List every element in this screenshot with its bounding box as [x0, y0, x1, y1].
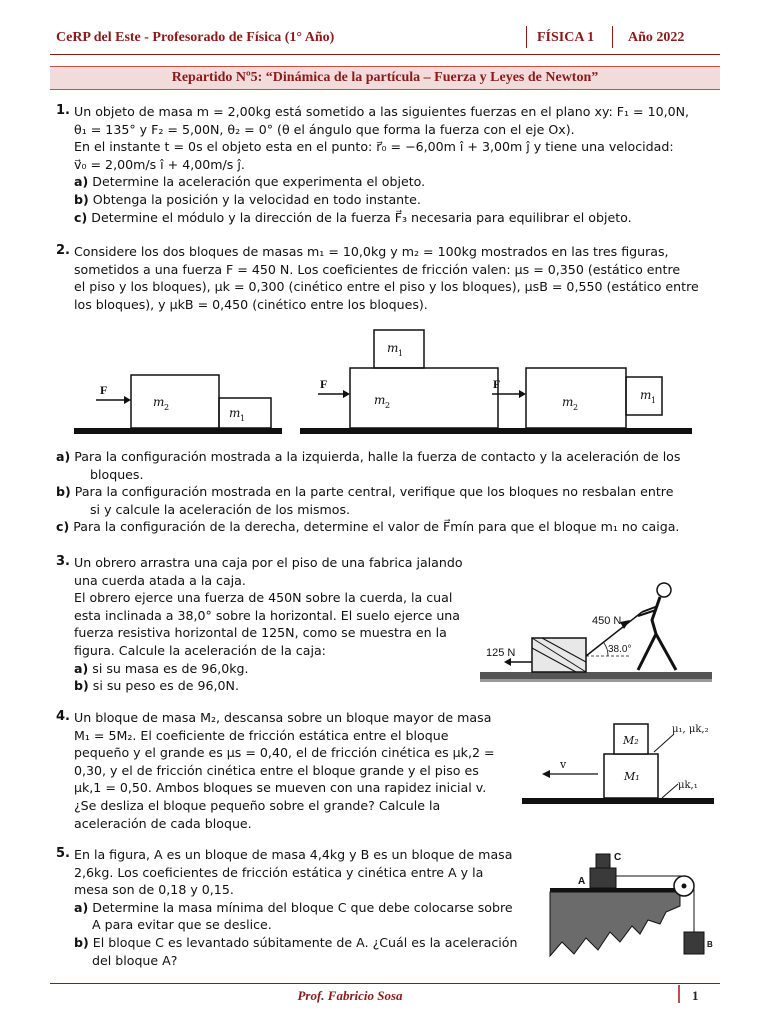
worker-head: [657, 583, 671, 597]
label-b: B: [707, 940, 713, 949]
label-c: C: [614, 852, 622, 863]
year-label: Año 2022: [628, 30, 685, 45]
list-item: a) Determine la aceleración que experimenta el objeto.: [74, 174, 426, 190]
text-line: figura. Calcule la aceleración de la caja:: [74, 642, 326, 658]
problem-number: 4.: [56, 709, 70, 724]
text-line: aceleración de cada bloque.: [74, 815, 252, 831]
problem-number: 3.: [56, 554, 70, 569]
page-number: 1: [692, 988, 699, 1003]
floor: [74, 428, 282, 434]
text-line: El obrero ejerce una fuerza de 450N sobre la cuerda, la cual: [74, 590, 453, 606]
text-line: esta inclinada a 38,0° sobre la horizontal. El suelo ejerce una: [74, 607, 461, 623]
page-title: Repartido Nº5: “Dinámica de la partícula – Fuerza y Leyes de Newton”: [50, 66, 720, 90]
table: [550, 892, 680, 956]
text-line: En la figura, A es un bloque de masa 4,4kg y B es un bloque de masa: [74, 847, 513, 862]
m2-label: m: [374, 393, 386, 407]
list-item: c) Para la configuración de la derecha, determine el valor de F⃗mín para que el bloque m₁ no caiga.: [56, 519, 680, 535]
footer-rule: [50, 983, 720, 984]
text-line: ¿Se desliza el bloque pequeño sobre el grande? Calcule la: [74, 797, 441, 813]
text-line: el piso y los bloques), μk = 0,300 (cinético entre el piso y los bloques), μsB = 0,550 (estático entre: [74, 279, 699, 295]
m2-label: m: [153, 395, 165, 409]
floor: [522, 798, 714, 804]
stacked-blocks-figure: [520, 718, 716, 810]
block-a: [590, 868, 616, 888]
m2-label: m: [562, 395, 574, 409]
arrow-head: [343, 390, 350, 398]
text-line: En el instante t = 0s el objeto esta en el punto: r⃗₀ = −6,00m î + 3,00m ĵ y tiene una velocidad:: [74, 139, 674, 155]
mu-top-label: μ₁, μk,₂: [672, 724, 709, 735]
force-label: F: [493, 377, 501, 391]
block-c: [596, 854, 610, 868]
text-line: fuerza resistiva horizontal de 125N, como se muestra en la: [74, 625, 447, 641]
pulley-axle: [682, 884, 687, 889]
text-line: si y calcule la aceleración de los mismos.: [90, 501, 351, 517]
m1-label: m: [229, 406, 241, 420]
m1-sub: 1: [651, 396, 657, 405]
text-line: A para evitar que se deslice.: [92, 917, 272, 933]
page-footer: [50, 985, 720, 1009]
friction-label: 125 N: [486, 647, 516, 659]
footer-divider: [678, 985, 680, 1003]
angle-label: 38.0°: [608, 644, 632, 655]
m2-sub: 2: [385, 401, 391, 410]
m1-label: m: [640, 388, 652, 402]
block-m1: [219, 398, 271, 428]
text-line: Un objeto de masa m = 2,00kg está sometido a las siguientes fuerzas en el plano xy: F₁ = 10,0N,: [74, 104, 690, 119]
header-rule: [50, 54, 720, 55]
text-line: 0,30, y el de fricción cinética entre el bloque grande y el piso es: [74, 762, 479, 778]
problem-number: 5.: [56, 846, 70, 861]
course-label: FÍSICA 1: [537, 30, 595, 45]
m2-sub: 2: [573, 403, 579, 412]
problem-4-text: [74, 709, 511, 832]
list-item: b) Para la configuración mostrada en la parte central, verifique que los bloques no resbalan entre: [56, 484, 674, 500]
problem-5-text: [74, 846, 524, 969]
header-divider: [526, 26, 527, 48]
blocks-figure: [56, 320, 716, 440]
list-item: a) Determine la masa mínima del bloque C que debe colocarse sobre: [74, 899, 513, 915]
arrow-head: [519, 390, 526, 398]
problem-number: 1.: [56, 103, 70, 118]
velocity-label: v: [560, 758, 567, 771]
m1-sub: 1: [240, 414, 246, 423]
mu-bottom-label: μk,₁: [678, 780, 698, 791]
problem-number: 2.: [56, 243, 70, 258]
worker-figure: [480, 572, 712, 692]
arrow-head: [124, 396, 131, 404]
pointer-line: [662, 784, 678, 798]
text-line: 2,6kg. Los coeficientes de fricción estática y cinética entre A y la: [74, 864, 484, 880]
pointer-line: [654, 734, 674, 752]
problem-2-items: [56, 448, 716, 536]
list-item: b) El bloque C es levantado súbitamente de A. ¿Cuál es la aceleración: [74, 934, 518, 950]
pull-label: 450 N: [592, 615, 622, 627]
force-label: F: [100, 383, 108, 397]
text-line: bloques.: [90, 466, 144, 482]
list-item: a) Para la configuración mostrada a la izquierda, halle la fuerza de contacto y la aceleración de los: [56, 449, 681, 464]
author-label: Prof. Fabricio Sosa: [297, 988, 403, 1003]
problem-3-text: [74, 554, 474, 695]
list-item: a) si su masa es de 96,0kg.: [74, 660, 249, 676]
m2-label: M₂: [623, 734, 639, 747]
block-m2: [526, 368, 626, 428]
floor: [480, 672, 712, 679]
text-line: los bloques), y μkB = 0,450 (cinético entre los bloques).: [74, 296, 428, 312]
text-line: Un bloque de masa M₂, descansa sobre un bloque mayor de masa: [74, 710, 492, 725]
arrow-head: [542, 770, 550, 778]
problem-2-text: [74, 243, 714, 313]
m2-sub: 2: [164, 403, 170, 412]
text-line: sometidos a una fuerza F = 450 N. Los coeficientes de fricción valen: μs = 0,350 (estático entre: [74, 261, 681, 277]
table-top: [550, 888, 680, 892]
problem-1-text: [74, 103, 714, 226]
header-divider: [612, 26, 613, 48]
text-line: θ₁ = 135° y F₂ = 5,00N, θ₂ = 0° (θ el ángulo que forma la fuerza con el eje Ox).: [74, 121, 575, 137]
floor: [470, 428, 692, 434]
label-a: A: [578, 876, 586, 887]
m1-sub: 1: [398, 349, 404, 358]
force-label: F: [320, 377, 328, 391]
block-b: [684, 932, 704, 954]
text-line: mesa son de 0,18 y 0,15.: [74, 882, 234, 898]
list-item: c) Determine el módulo y la dirección de la fuerza F⃗₃ necesaria para equilibrar el objeto.: [74, 209, 632, 225]
m1-label: M₁: [624, 770, 640, 783]
text-line: pequeño y el grande es μs = 0,40, el de fricción cinética es μk,2 =: [74, 745, 495, 761]
page-header: [50, 26, 720, 54]
text-line: Considere los dos bloques de masas m₁ = 10,0kg y m₂ = 100kg mostrados en las tres figuras,: [74, 244, 669, 259]
worker-body: [638, 597, 676, 670]
list-item: b) si su peso es de 96,0N.: [74, 678, 239, 694]
pulley-figure: [540, 846, 716, 966]
text-line: M₁ = 5M₂. El coeficiente de fricción estática entre el bloque: [74, 727, 449, 743]
arrow-head: [504, 658, 511, 666]
list-item: b) Obtenga la posición y la velocidad en todo instante.: [74, 191, 421, 207]
text-line: v⃗₀ = 2,00m/s î + 4,00m/s ĵ.: [74, 156, 245, 172]
m1-label: m: [387, 341, 399, 355]
text-line: una cuerda atada a la caja.: [74, 572, 246, 588]
block-m2: [350, 368, 501, 428]
text-line: Un obrero arrastra una caja por el piso de una fabrica jalando: [74, 555, 463, 570]
institution-label: CeRP del Este - Profesorado de Física (1° Año): [56, 30, 335, 45]
text-line: del bloque A?: [92, 952, 178, 968]
block-m2: [131, 375, 219, 428]
floor-shade: [480, 679, 712, 682]
text-line: μk,1 = 0,50. Ambos bloques se mueven con una rapidez inicial v.: [74, 780, 487, 796]
